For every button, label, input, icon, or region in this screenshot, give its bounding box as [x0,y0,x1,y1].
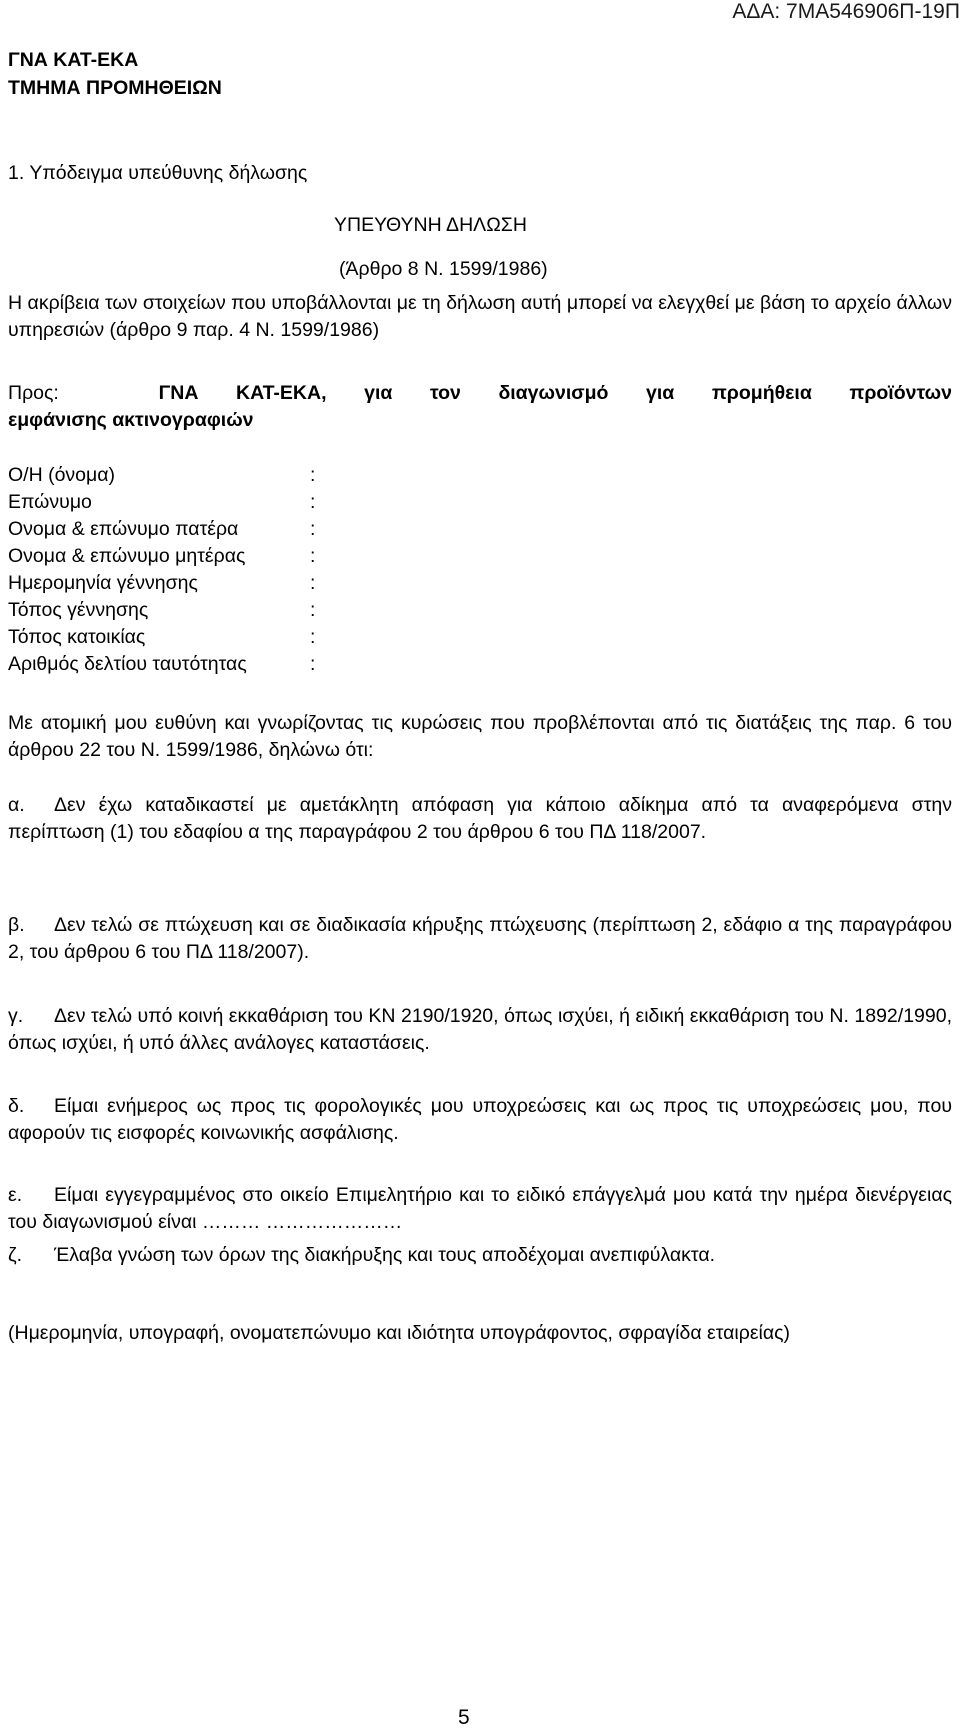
organization-name: ΓΝΑ ΚΑΤ-ΕΚΑ [8,49,139,71]
recipient-continuation: εμφάνισης ακτινογραφιών [8,409,254,431]
item-text: Είμαι εγγεγραμμένος στο οικείο Επιμελητήριο και το ειδικό επάγγελμά μου κατά την ημέρα διενέργειας του διαγωνισμού είναι ……… ………………… [8,1184,952,1233]
field-colon: : [310,491,316,513]
field-label: Ημερομηνία γέννησης [8,572,198,594]
field-row [8,624,315,651]
recipient-word: για [646,382,675,404]
declaration-item-f [8,1242,952,1269]
intro-paragraph: Η ακρίβεια των στοιχείων που υποβάλλονται με τη δήλωση αυτή μπορεί να ελεγχθεί με βάση το αρχείο άλλων υπηρεσιών (άρθρο 9 παρ. 4 Ν. 1599/1986) [8,292,952,341]
field-colon: : [310,545,316,567]
declaration-item-a [8,792,952,846]
field-label: Ονομα & επώνυμο πατέρα [8,518,239,540]
field-row [8,516,315,543]
recipient-row [8,380,952,407]
field-colon: : [310,653,316,675]
recipient-label: Προς: [8,382,59,404]
declaration-item-b [8,912,952,966]
item-text: Είμαι ενήμερος ως προς τις φορολογικές μου υποχρεώσεις και ως προς τις υποχρεώσεις μου, που αφορούν τις εισφορές κοινωνικής ασφάλισης. [8,1095,952,1144]
field-colon: : [310,599,316,621]
recipient-word: τον [429,382,461,404]
field-row [8,570,315,597]
recipient-word: προϊόντων [849,382,952,404]
field-row [8,462,315,489]
item-marker: γ. [8,1005,24,1027]
field-label: Ο/Η (όνομα) [8,464,116,486]
item-marker: ζ. [8,1244,23,1266]
item-text: Έλαβα γνώση των όρων της διακήρυξης και τους αποδέχομαι ανεπιφύλακτα. [54,1244,716,1266]
item-text: Δεν τελώ σε πτώχευση και σε διαδικασία κήρυξης πτώχευσης (περίπτωση 2, εδάφιο α της παραγράφου 2, του άρθρου 6 του ΠΔ 118/2007). [8,914,952,963]
page-number: 5 [458,1706,470,1729]
field-colon: : [310,518,316,540]
field-label: Ονομα & επώνυμο μητέρας [8,545,246,567]
field-label: Επώνυμο [8,491,92,513]
section-title: 1. Υπόδειγμα υπεύθυνης δήλωσης [8,162,308,184]
field-colon: : [310,572,316,594]
item-text: Δεν τελώ υπό κοινή εκκαθάριση του ΚΝ 2190/1920, όπως ισχύει, ή ειδική εκκαθάριση του Ν. 1892/1990, όπως ισχύει, ή υπό άλλες ανάλογες καταστάσεις. [8,1005,952,1054]
recipient-word: διαγωνισμό [498,382,609,404]
field-row [8,651,315,678]
recipient-word: ΓΝΑ [158,382,199,404]
signature-note: (Ημερομηνία, υπογραφή, ονοματεπώνυμο και ιδιότητα υπογράφοντος, σφραγίδα εταιρείας) [8,1322,791,1344]
recipient-word: ΚΑΤ-ΕΚΑ, [236,382,327,404]
field-label: Αριθμός δελτίου ταυτότητας [8,653,247,675]
item-marker: α. [8,794,25,816]
ada-code: ΑΔΑ: 7ΜΑ546906Π-19Π [732,0,960,23]
personal-fields [8,462,315,678]
item-marker: ε. [8,1184,23,1206]
declaration-item-c [8,1003,952,1057]
field-colon: : [310,626,316,648]
department-name: ΤΜΗΜΑ ΠΡΟΜΗΘΕΙΩΝ [8,77,222,99]
recipient-word: προμήθεια [711,382,812,404]
recipient-line [8,380,952,434]
declaration-item-d [8,1093,952,1147]
field-row [8,543,315,570]
declaration-title: ΥΠΕΥΘΥΝΗ ΔΗΛΩΣΗ [334,214,527,236]
declaration-statement: Με ατομική μου ευθύνη και γνωρίζοντας τις κυρώσεις που προβλέπονται από τις διατάξεις της παρ. 6 του άρθρου 22 του Ν. 1599/1986, δηλώνω ότι: [8,712,952,761]
item-text: Δεν έχω καταδικαστεί με αμετάκλητη απόφαση για κάποιο αδίκημα από τα αναφερόμενα στην περίπτωση (1) του εδαφίου α της παραγράφου 2 του άρθρου 6 του ΠΔ 118/2007. [8,794,952,843]
field-colon: : [310,464,316,486]
field-label: Τόπος κατοικίας [8,626,146,648]
item-marker: δ. [8,1095,25,1117]
field-row [8,489,315,516]
field-row [8,597,315,624]
declaration-item-e [8,1182,952,1236]
recipient-word: για [364,382,393,404]
field-label: Τόπος γέννησης [8,599,149,621]
item-marker: β. [8,914,25,936]
law-reference: (Άρθρο 8 Ν. 1599/1986) [339,258,548,280]
document-header [8,46,222,102]
